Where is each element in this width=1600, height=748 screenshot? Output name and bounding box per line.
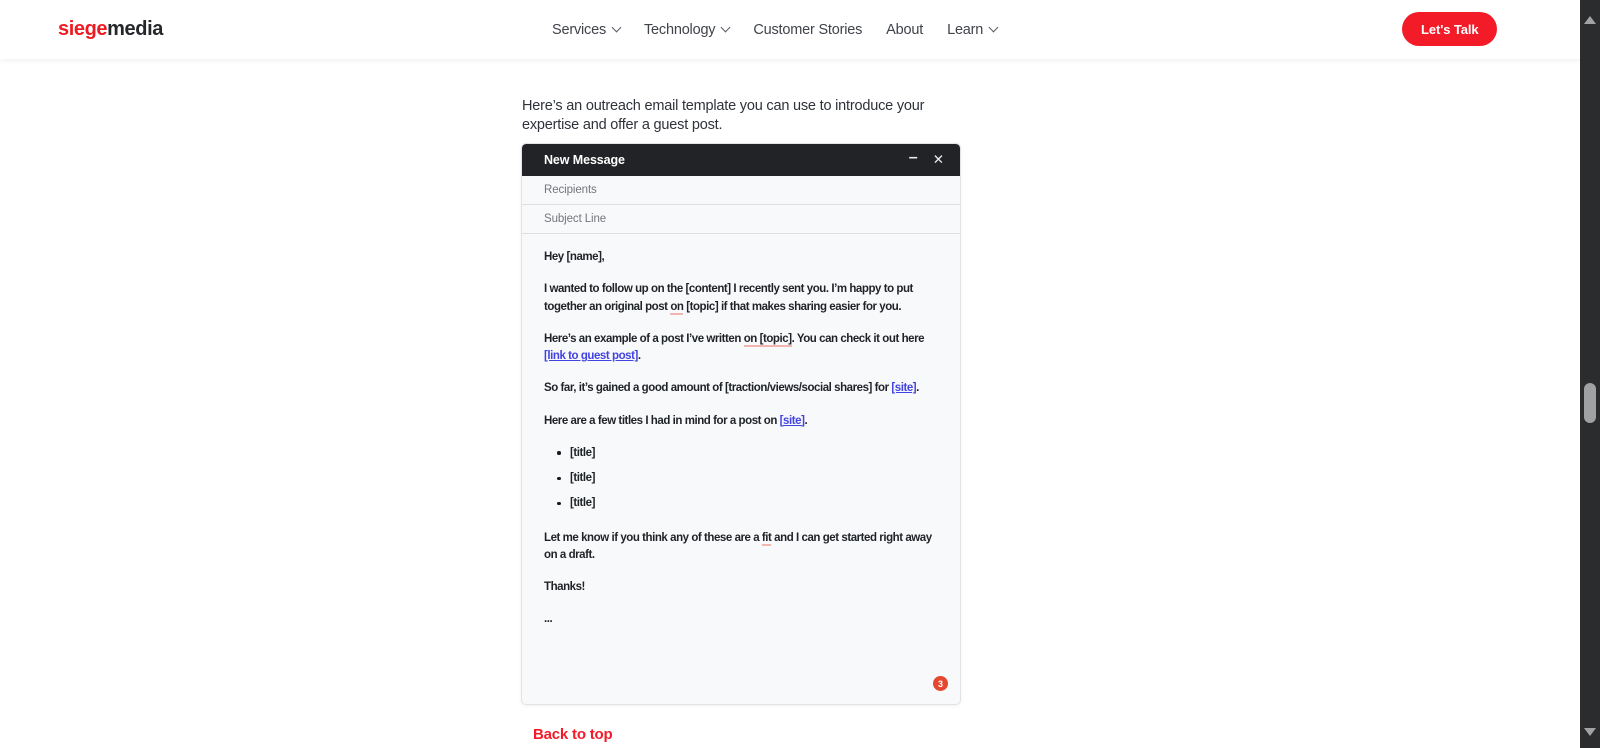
nav-item-technology[interactable] — [644, 22, 729, 38]
email-window-title: New Message — [544, 153, 625, 167]
top-navigation — [0, 0, 1580, 59]
template-placeholder-link[interactable]: [site] — [891, 382, 917, 395]
spellcheck-underlined-text: on — [670, 300, 684, 313]
spellcheck-underlined-text: on [topic] — [743, 332, 792, 345]
email-paragraph — [544, 579, 940, 596]
spellcheck-underlined-text: fit — [761, 531, 772, 544]
scrollbar-thumb[interactable] — [1584, 383, 1596, 423]
template-placeholder-link[interactable]: [link to guest post] — [544, 350, 638, 362]
email-paragraph — [544, 530, 940, 565]
logo-text-siege: siege — [58, 18, 108, 40]
email-paragraph — [544, 380, 940, 397]
text-run: Here are a few titles I had in mind for a post on — [544, 414, 780, 427]
chevron-down-icon — [989, 23, 999, 33]
email-list-item: [title] — [557, 495, 940, 512]
logo-text-media: media — [107, 18, 163, 40]
email-body — [522, 234, 960, 629]
text-run: . You can check it out here — [791, 332, 925, 345]
text-run: and I can get started right away on a draft. — [544, 531, 932, 561]
email-count-badge: 3 — [933, 676, 948, 691]
text-run: I wanted to follow up on the [content] I recently sent you. I’m happy to put together an original post — [544, 283, 913, 313]
lets-talk-button[interactable]: Let's Talk — [1402, 12, 1497, 46]
intro-paragraph: Here’s an outreach email template you can use to introduce your expertise and offer a guest post. — [522, 97, 925, 134]
chevron-down-icon — [612, 23, 622, 33]
text-run: ... — [544, 613, 553, 626]
template-placeholder-link[interactable]: [site] — [779, 414, 805, 427]
email-paragraph — [544, 331, 940, 366]
email-bullet-list — [544, 445, 940, 513]
nav-item-label: Services — [552, 21, 606, 38]
recipients-field[interactable]: Recipients — [522, 176, 960, 205]
scroll-down-arrow-icon[interactable] — [1584, 728, 1596, 736]
chevron-down-icon — [721, 23, 731, 33]
email-paragraph — [544, 611, 940, 628]
nav-item-services[interactable] — [552, 22, 620, 38]
scrollbar-track[interactable] — [1580, 0, 1600, 748]
close-icon[interactable]: ✕ — [932, 152, 944, 168]
email-list-item: [title] — [557, 470, 940, 487]
nav-item-label: About — [886, 21, 924, 38]
email-paragraph — [544, 249, 940, 266]
email-paragraph — [544, 413, 940, 430]
nav-item-about[interactable] — [886, 22, 923, 38]
text-run: Here’s an example of a post I’ve written — [544, 332, 744, 345]
email-list-item: [title] — [557, 445, 940, 462]
text-run: [topic] if that makes sharing easier for you. — [683, 300, 902, 313]
subject-field[interactable]: Subject Line — [522, 205, 960, 234]
email-paragraph — [544, 281, 940, 316]
text-run: So far, it’s gained a good amount of [traction/views/social shares] for — [544, 382, 892, 395]
text-run: . — [804, 414, 808, 427]
email-window-titlebar — [522, 144, 960, 176]
nav-item-label: Customer Stories — [753, 21, 863, 38]
site-logo[interactable] — [58, 18, 163, 41]
nav-menu — [552, 0, 997, 59]
email-template-card — [521, 143, 961, 705]
nav-item-label: Learn — [947, 21, 984, 38]
nav-item-learn[interactable] — [947, 22, 997, 38]
text-run: . — [637, 350, 641, 362]
nav-item-customer-stories[interactable] — [753, 22, 862, 38]
text-run: Hey [name], — [544, 251, 605, 263]
minimize-icon[interactable]: – — [908, 149, 918, 166]
nav-item-label: Technology — [644, 21, 716, 38]
text-run: Thanks! — [544, 581, 585, 593]
text-run: Let me know if you think any of these are a — [544, 531, 762, 544]
text-run: . — [916, 382, 919, 395]
scroll-up-arrow-icon[interactable] — [1584, 16, 1596, 24]
back-to-top-link[interactable]: Back to top — [533, 726, 613, 743]
